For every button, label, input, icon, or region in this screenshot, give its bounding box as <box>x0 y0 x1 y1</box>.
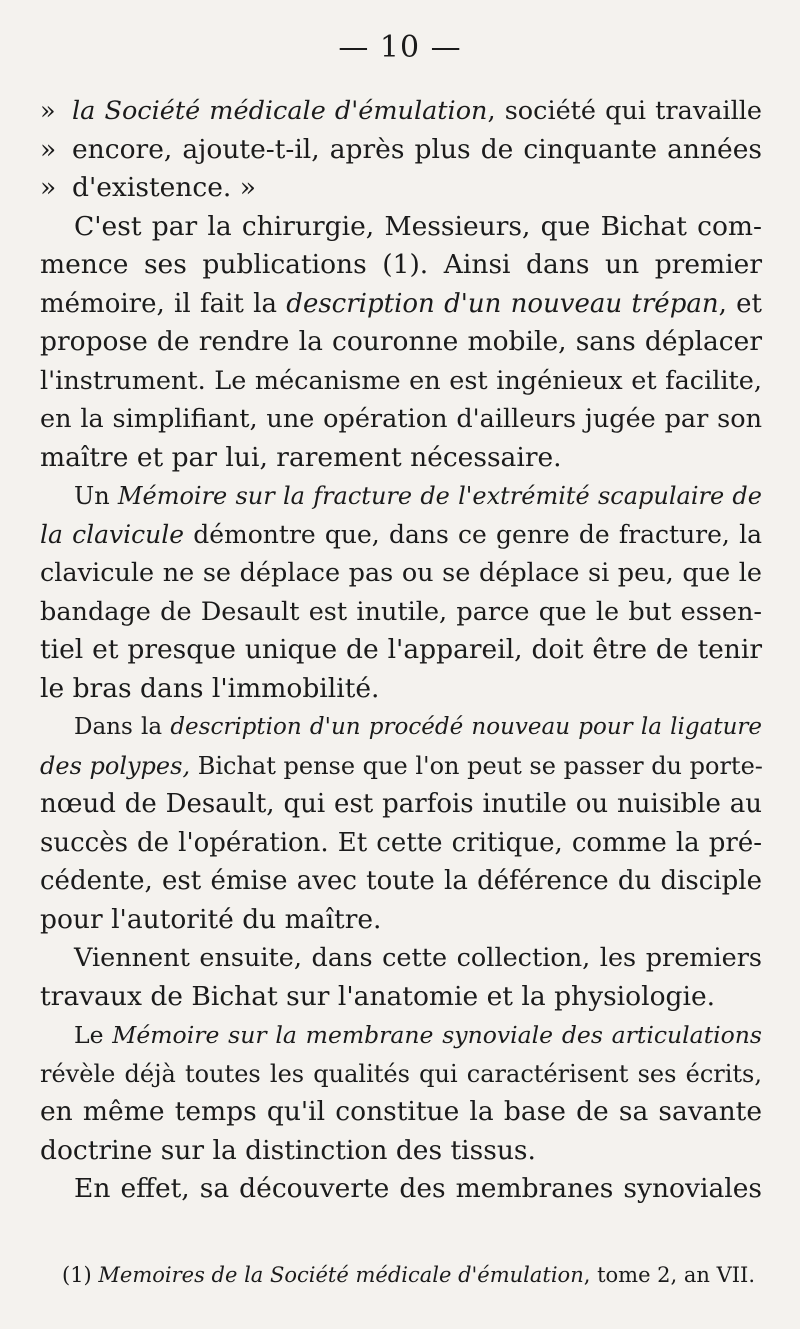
text-run: tiel et presque unique de l'appareil, doit être de tenir <box>40 634 762 665</box>
quote-mark: » <box>40 172 57 203</box>
text-run: travaux de Bichat sur l'anatomie et la physiologie. <box>40 980 716 1012</box>
italic-text: Mémoire sur la fracture de l'extrémité scapulaire de <box>117 482 762 510</box>
body-text <box>40 92 762 1209</box>
text-line <box>40 477 762 516</box>
text-line <box>40 1055 762 1094</box>
italic-text: la Société médicale d'émulation <box>72 96 488 126</box>
text-line <box>40 862 762 901</box>
text-run: pour l'autorité du maître. <box>40 903 382 935</box>
text-line <box>40 323 762 362</box>
text-run: révèle déjà toutes les qualités qui caractérisent ses écrits, <box>40 1059 762 1088</box>
text-line <box>40 1093 762 1132</box>
text-line <box>40 246 762 285</box>
text-line <box>40 554 762 593</box>
text-run: propose de rendre la couronne mobile, sans déplacer <box>40 326 762 357</box>
page-number: — 10 — <box>338 30 462 65</box>
text-line <box>40 131 762 170</box>
text-run: En effet, sa découverte des membranes synoviales <box>74 1173 762 1204</box>
text-line <box>40 824 762 863</box>
text-run: encore, ajoute-t-il, après plus de cinquante années <box>72 133 762 165</box>
text-line <box>40 593 762 632</box>
text-run: Dans la <box>74 714 171 740</box>
quote-mark: » <box>40 133 57 165</box>
text-line <box>40 400 762 439</box>
text-line <box>40 670 762 709</box>
text-run: Bichat pense que l'on peut se passer du porte- <box>190 751 763 780</box>
text-line <box>40 939 762 978</box>
text-run: l'instrument. Le mécanisme en est ingénieux et facilite, <box>40 365 762 396</box>
italic-text: Mémoire sur la membrane synoviale des articulations <box>112 1021 762 1049</box>
text-run: Le <box>74 1021 113 1049</box>
text-run: succès de l'opération. Et cette critique, comme la pré- <box>40 827 762 858</box>
text-run: en même temps qu'il constitue la base de sa savante <box>40 1096 762 1127</box>
text-line <box>40 785 762 824</box>
text-line <box>40 285 762 324</box>
text-line <box>40 439 762 478</box>
text-run: mémoire, il fait la <box>40 288 287 319</box>
text-line <box>40 169 762 208</box>
text-run: Un <box>74 482 118 510</box>
italic-text: la clavicule <box>40 519 185 549</box>
quote-mark: » <box>40 96 56 126</box>
text-run: C'est par la chirurgie, Messieurs, que Bichat com- <box>74 210 762 242</box>
italic-text: description d'un nouveau trépan <box>286 288 719 319</box>
text-run: , et <box>718 288 762 319</box>
text-line <box>40 1132 762 1171</box>
text-run: maître et par lui, rarement nécessaire. <box>40 441 562 473</box>
italic-text: description d'un procédé nouveau pour la ligature <box>170 714 762 740</box>
text-line <box>40 92 762 131</box>
text-line <box>40 1016 762 1055</box>
text-run: doctrine sur la distinction des tissus. <box>40 1134 536 1166</box>
footnote-marker: (1) <box>62 1263 99 1287</box>
text-run: , société qui travaille <box>487 96 762 126</box>
text-line <box>40 362 762 401</box>
footnote-title: Memoires de la Société médicale d'émulation <box>98 1263 584 1287</box>
text-run: bandage de Desault est inutile, parce que le but essen- <box>40 596 762 627</box>
text-line <box>40 1170 762 1209</box>
text-line <box>40 747 762 786</box>
text-run: le bras dans l'immobilité. <box>40 672 380 704</box>
text-run: démontre que, dans ce genre de fracture, la <box>184 519 762 549</box>
footnote-rest: , tome 2, an VII. <box>583 1263 756 1287</box>
text-run: nœud de Desault, qui est parfois inutile ou nuisible au <box>40 789 762 819</box>
text-run: cédente, est émise avec toute la déférence du disciple <box>40 866 762 896</box>
text-run: en la simplifiant, une opération d'ailleurs jugée par son <box>40 404 762 434</box>
text-line <box>40 901 762 940</box>
text-line <box>40 516 762 555</box>
text-run: Viennent ensuite, dans cette collection, les premiers <box>74 943 762 973</box>
text-line <box>40 631 762 670</box>
text-run: mence ses publications (1). Ainsi dans un premier <box>40 249 762 280</box>
text-run: d'existence. » <box>72 172 256 203</box>
text-run: clavicule ne se déplace pas ou se déplace si peu, que le <box>40 558 762 588</box>
text-line <box>40 978 762 1017</box>
text-line <box>40 708 762 747</box>
italic-text: des polypes, <box>40 751 191 780</box>
footnote <box>62 1263 756 1287</box>
text-line <box>40 208 762 247</box>
